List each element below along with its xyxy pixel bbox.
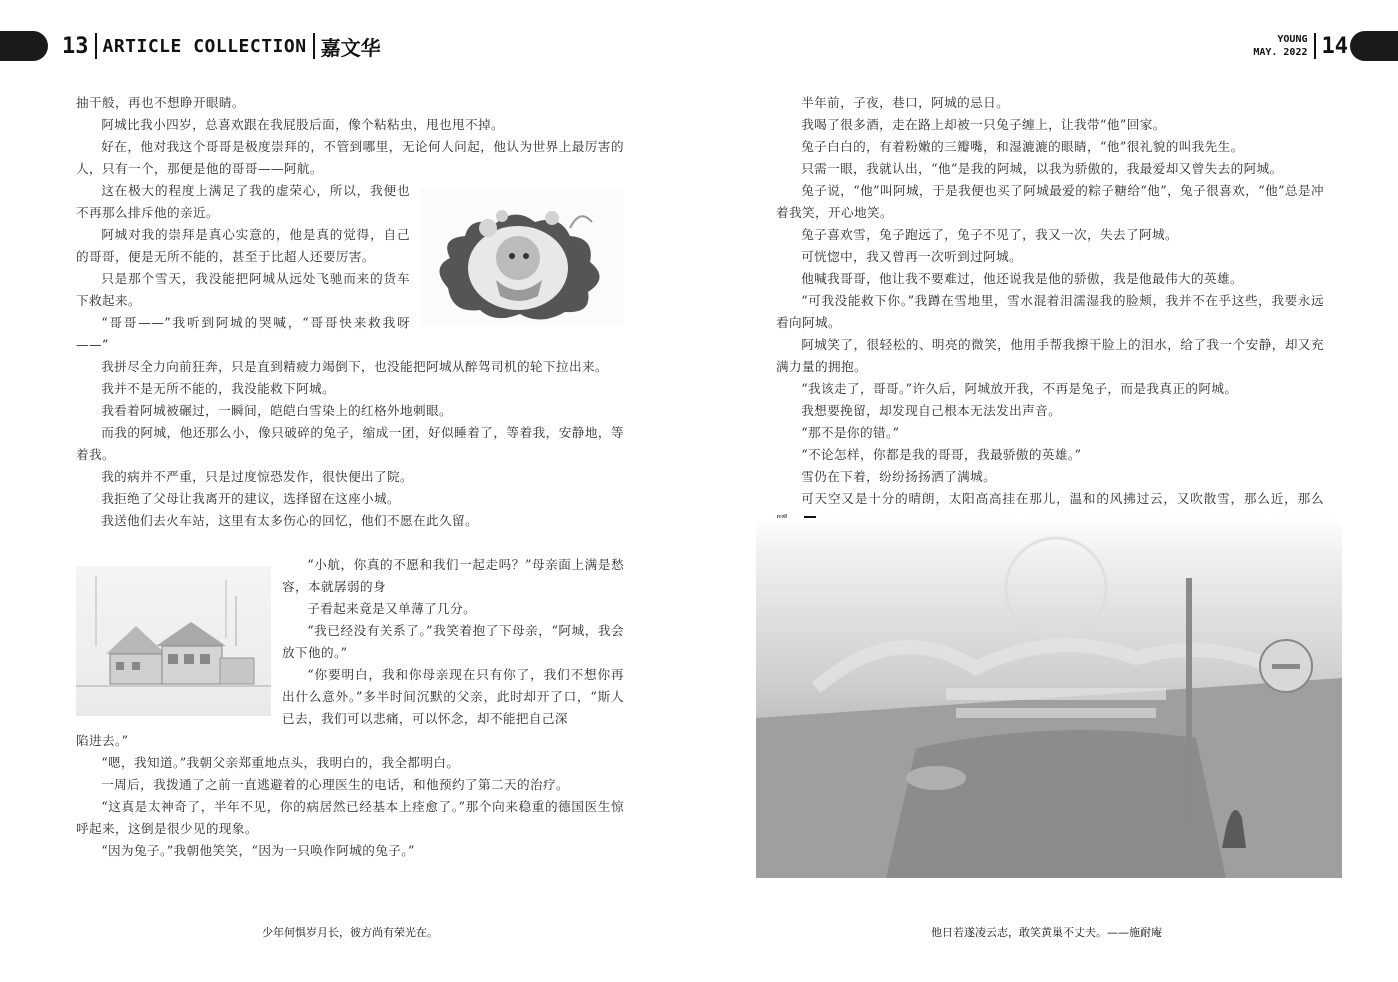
fox-illustration-svg [420, 188, 624, 326]
right-page-tab [1350, 31, 1398, 61]
left-text-block-5 [76, 730, 624, 862]
paragraph: 兔子喜欢雪，兔子跑远了，兔子不见了，我又一次，失去了阿城。 [801, 227, 1179, 242]
left-footer-quote: 少年何惧岁月长，彼方尚有荣光在。 [262, 926, 438, 939]
paragraph: 陷进去。” [76, 733, 129, 748]
paragraph: “那不是你的错。” [801, 425, 900, 440]
issue-date: MAY. 2022 [1253, 47, 1308, 58]
header-divider [313, 33, 315, 59]
paragraph: “嗯，我知道。”我朝父亲郑重地点头，我明白的，我全都明白。 [101, 755, 460, 770]
right-footer-quote: 他日若遂凌云志，敢笑黄巢不丈夫。——施耐庵 [931, 926, 1162, 939]
paragraph: 雪仍在下着，纷纷扬扬洒了满城。 [801, 469, 997, 484]
paragraph: 只需一眼，我就认出，“他”是我的阿城，以我为骄傲的，我最爱却又曾失去的阿城。 [801, 161, 1283, 176]
paragraph: “可我没能救下你。”我蹲在雪地里，雪水混着泪濡湿我的脸颊，我并不在乎这些，我要永远看向阿城。 [776, 293, 1324, 330]
collection-title: ARTICLE COLLECTION [102, 35, 307, 57]
paragraph: 我的病并不严重，只是过度惊恐发作，很快便出了院。 [101, 469, 414, 484]
paragraph-text: 可天空又是十分的晴朗，太阳高高挂在那儿，温和的风拂过云，又吹散雪，那么近，那么 [801, 491, 1324, 506]
paragraph: “哥哥——”我听到阿城的哭喊，“哥哥快来救我呀——” [76, 315, 410, 352]
paragraph: 阿城对我的崇拜是真心实意的，他是真的觉得，自己的哥哥，便是无所不能的，甚至于比超人还要厉害。 [76, 227, 410, 264]
paragraph: 我拼尽全力向前狂奔，只是直到精疲力竭倒下，也没能把阿城从醉驾司机的轮下拉出来。 [101, 359, 608, 374]
paragraph: 这在极大的程度上满足了我的虚荣心，所以，我便也不再那么排斥他的亲近。 [76, 183, 410, 220]
paragraph: “我已经没有关系了。”我笑着抱了下母亲，“阿城，我会放下他的。” [282, 623, 624, 660]
magazine-name: YOUNG [1277, 34, 1308, 45]
paragraph: 半年前，子夜，巷口，阿城的忌日。 [801, 95, 1010, 110]
right-text-block [776, 92, 1324, 532]
paragraph: 我送他们去火车站，这里有太多伤心的回忆，他们不愿在此久留。 [101, 513, 479, 528]
paragraph: “我该走了，哥哥。”许久后，阿城放开我，不再是兔子，而是我真正的阿城。 [801, 381, 1238, 396]
magazine-info [1253, 33, 1307, 59]
paragraph: 而我的阿城，他还那么小，像只破碎的兔子，缩成一团，好似睡着了，等着我，安静地，等着我。 [76, 425, 624, 462]
left-page-tab [0, 31, 48, 61]
paragraph: 我想要挽留，却发现自己根本无法发出声音。 [801, 403, 1062, 418]
paragraph: 我拒绝了父母让我离开的建议，选择留在这座小城。 [101, 491, 401, 506]
paragraph: “因为兔子。”我朝他笑笑，“因为一只唤作阿城的兔子。” [101, 843, 415, 858]
header-divider [95, 33, 97, 59]
paragraph: 只是那个雪天，我没能把阿城从远处飞驰而来的货车下救起来。 [76, 271, 410, 308]
author-name: 嘉文华 [320, 35, 381, 60]
paragraph: 兔子说，“他”叫阿城，于是我便也买了阿城最爱的粽子糖给“他”，兔子很喜欢，“他”总是冲着我笑，开心地笑。 [776, 183, 1324, 220]
fox-illustration-image [420, 188, 624, 326]
paragraph: 抽干般，再也不想睁开眼睛。 [76, 95, 245, 110]
left-text-block-2 [76, 180, 410, 356]
right-page-number: 14 [1321, 33, 1348, 59]
paragraph: 阿城笑了，很轻松的、明亮的微笑，他用手帮我擦干脸上的泪水，给了我一个安静，却又充满力量的拥抱。 [776, 337, 1324, 374]
left-page-number: 13 [62, 33, 89, 59]
street-scene-svg [756, 518, 1342, 878]
house-sketch-image [76, 566, 271, 716]
paragraph: 可恍惚中，我又曾再一次听到过阿城。 [801, 249, 1023, 264]
house-sketch-svg [76, 566, 271, 716]
paragraph: 阿城比我小四岁，总喜欢跟在我屁股后面，像个粘粘虫，甩也甩不掉。 [101, 117, 504, 132]
paragraph: 一周后，我拨通了之前一直逃避着的心理医生的电话，和他预约了第二天的治疗。 [101, 777, 569, 792]
left-page-header [62, 30, 381, 62]
paragraph: “小航，你真的不愿和我们一起走吗？”母亲面上满是愁容，本就孱弱的身 [282, 557, 624, 594]
paragraph: 我并不是无所不能的，我没能救下阿城。 [101, 381, 336, 396]
paragraph: “你要明白，我和你母亲现在只有你了，我们不想你再出什么意外。”多半时间沉默的父亲，此时却开了口，“斯人已去，我们可以悲痛，可以怀念，却不能把自己深 [282, 667, 624, 726]
paragraph: “这真是太神奇了，半年不见，你的病居然已经基本上痊愈了。”那个向来稳重的德国医生惊呼起来，这倒是很少见的现象。 [76, 799, 624, 836]
street-scene-image [756, 518, 1342, 878]
paragraph: 我看着阿城被碾过，一瞬间，皑皑白雪染上的红格外地刺眼。 [101, 403, 453, 418]
paragraph: 我喝了很多酒，走在路上却被一只兔子缠上，让我带“他”回家。 [801, 117, 1166, 132]
right-page-header [1253, 30, 1348, 62]
left-text-block-1 [76, 92, 624, 180]
paragraph: 他喊我哥哥，他让我不要难过，他还说我是他的骄傲，我是他最伟大的英雄。 [801, 271, 1243, 286]
paragraph: 子看起来竟是又单薄了几分。 [307, 601, 477, 616]
left-text-block-4 [282, 554, 624, 730]
paragraph: “不论怎样，你都是我的哥哥，我最骄傲的英雄。” [801, 447, 1082, 462]
paragraph: 好在，他对我这个哥哥是极度崇拜的，不管到哪里，无论何人问起，他认为世界上最厉害的人，只有一个，那便是他的哥哥——阿航。 [76, 139, 624, 176]
paragraph: 兔子白白的，有着粉嫩的三瓣嘴，和湿漉漉的眼睛，“他”很礼貌的叫我先生。 [801, 139, 1244, 154]
header-divider [1314, 33, 1316, 59]
left-text-block-3 [76, 356, 624, 532]
